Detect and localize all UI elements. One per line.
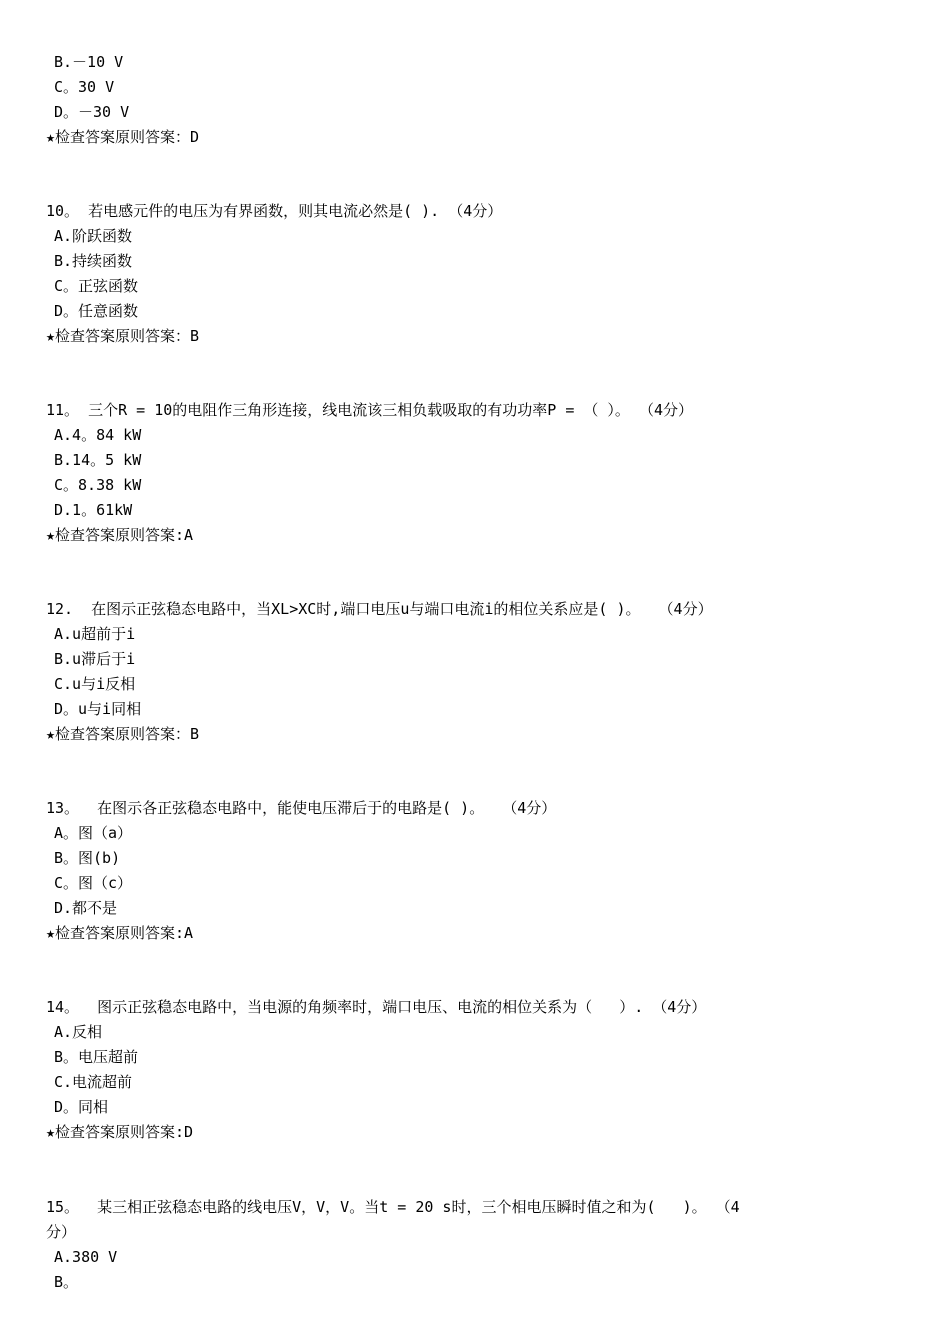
option-b: B.u滞后于i xyxy=(54,650,136,668)
question-10-text: 10。 若电感元件的电压为有界函数，则其电流必然是( ). （4分） xyxy=(46,202,503,220)
option-d: D。同相 xyxy=(54,1098,109,1116)
answer-line: ★检查答案原则答案:A xyxy=(46,526,194,544)
option-a: A.反相 xyxy=(54,1023,103,1041)
option-c: C。8.38 kW xyxy=(54,476,142,494)
option-a: A.阶跃函数 xyxy=(54,227,133,245)
option-d: D.都不是 xyxy=(54,899,118,917)
option-b: B.－10 V xyxy=(54,53,124,71)
question-13-text: 13。 在图示各正弦稳态电路中，能使电压滞后于的电路是( )。 （4分） xyxy=(46,799,557,817)
option-a: A。图（a） xyxy=(54,824,133,842)
option-c: C.电流超前 xyxy=(54,1073,133,1091)
option-d: D。任意函数 xyxy=(54,302,139,320)
option-c: C。30 V xyxy=(54,78,115,96)
option-d: D。－30 V xyxy=(54,103,130,121)
answer-line: ★检查答案原则答案：B xyxy=(46,725,200,743)
option-b: B.持续函数 xyxy=(54,252,133,270)
answer-line: ★检查答案原则答案:D xyxy=(46,1123,194,1141)
option-d: D.1。61kW xyxy=(54,501,133,519)
question-14-text: 14。 图示正弦稳态电路中，当电源的角频率时，端口电压、电流的相位关系为（ ）. （4分） xyxy=(46,998,707,1016)
option-c: C。正弦函数 xyxy=(54,277,139,295)
option-d: D。u与i同相 xyxy=(54,700,142,718)
option-c: C.u与i反相 xyxy=(54,675,136,693)
question-11-text: 11。 三个R = 10的电阻作三角形连接，线电流该三相负载吸取的有功功率P = （ ）。 （4分） xyxy=(46,401,693,419)
option-c: C。图（c） xyxy=(54,874,133,892)
option-a: A.4。84 kW xyxy=(54,426,142,444)
question-15-text: 15。 某三相正弦稳态电路的线电压V，V，V。当t = 20 s时，三个相电压瞬时值之和为( )。 （4 xyxy=(46,1198,740,1216)
answer-line: ★检查答案原则答案：B xyxy=(46,327,200,345)
answer-line: ★检查答案原则答案:A xyxy=(46,924,194,942)
option-b: B。图(b) xyxy=(54,849,121,867)
answer-line: ★检查答案原则答案：D xyxy=(46,128,200,146)
option-a: A.u超前于i xyxy=(54,625,136,643)
option-a: A.380 V xyxy=(54,1248,118,1266)
option-b: B。 xyxy=(54,1273,79,1291)
option-b: B.14。5 kW xyxy=(54,451,142,469)
option-b: B。电压超前 xyxy=(54,1048,139,1066)
question-12-text: 12. 在图示正弦稳态电路中，当XL>XC时,端口电压u与端口电流i的相位关系应是( )。 （4分） xyxy=(46,600,713,618)
question-15-text-continued: 分） xyxy=(46,1223,77,1241)
